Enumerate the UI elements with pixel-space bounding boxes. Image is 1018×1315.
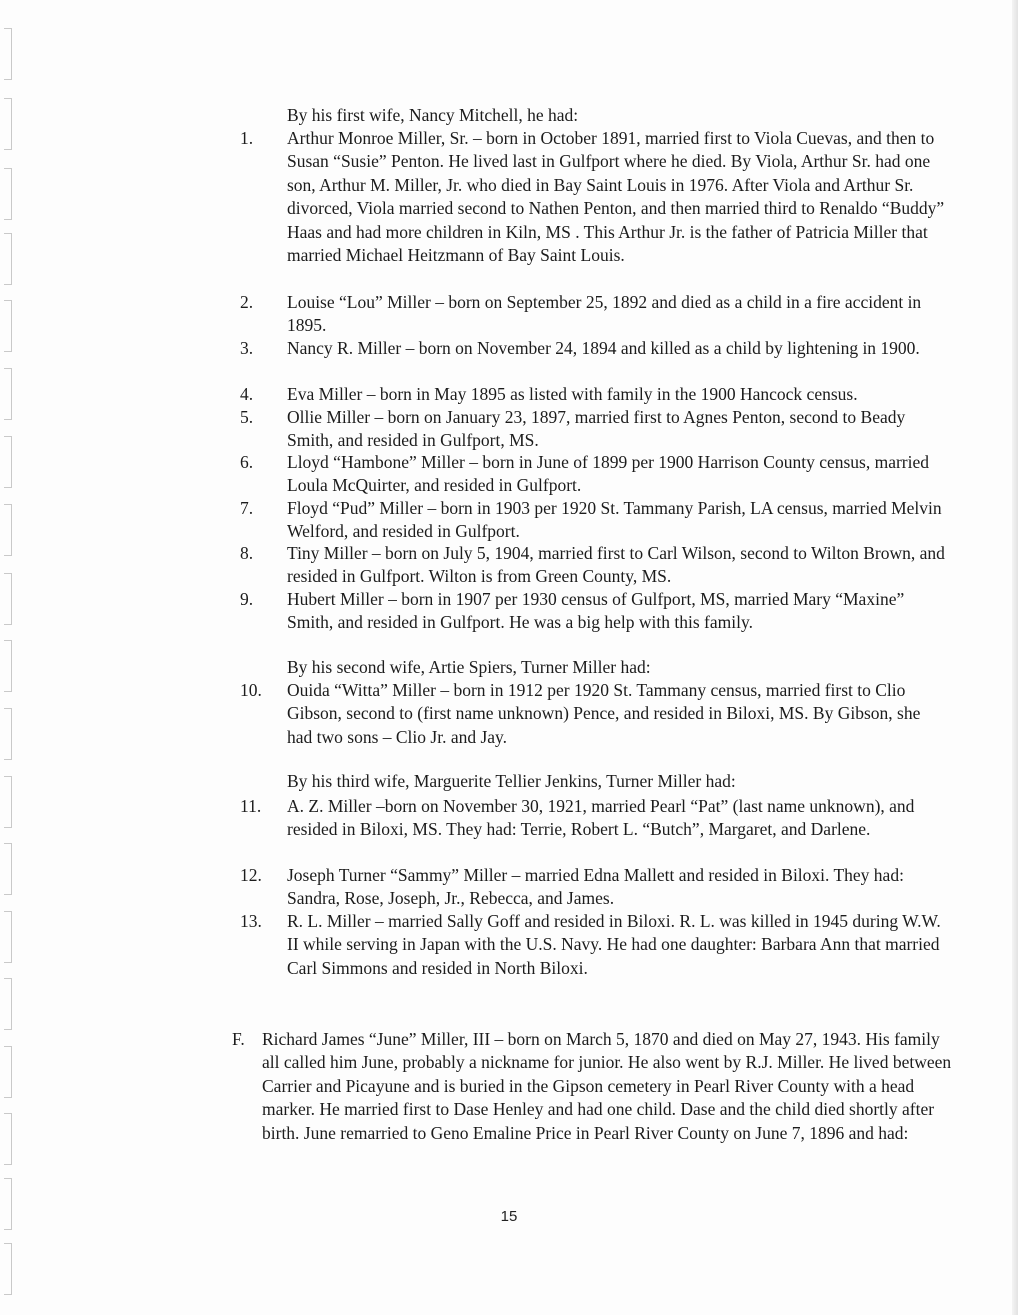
list-item bbox=[240, 291, 950, 338]
item-number: 8. bbox=[240, 543, 254, 563]
item-number: 7. bbox=[240, 498, 254, 518]
item-text: A. Z. Miller –born on November 30, 1921, married Pearl “Pat” (last name unknown), and resided in Biloxi, MS. They had: Terrie, Robert L. “Butch”, Margaret, and Darlene. bbox=[287, 796, 915, 840]
intro-third-wife: By his third wife, Marguerite Tellier Jenkins, Turner Miller had: bbox=[287, 771, 736, 791]
item-text: Ollie Miller – born on January 23, 1897, married first to Agnes Penton, second to Beady Smith, and resided in Gulfport, MS. bbox=[287, 407, 906, 451]
section-f bbox=[232, 1028, 952, 1145]
item-number: 1. bbox=[240, 128, 254, 148]
item-number: 13. bbox=[240, 911, 262, 931]
page-number: 15 bbox=[500, 1208, 518, 1225]
item-number: 4. bbox=[240, 384, 254, 404]
section-label: F. bbox=[232, 1029, 245, 1049]
list-item bbox=[240, 864, 950, 911]
item-text: Tiny Miller – born on July 5, 1904, married first to Carl Wilson, second to Wilton Brown, and resided in Gulfport. Wilton is from Green County, MS. bbox=[287, 543, 945, 587]
list-item bbox=[240, 542, 950, 589]
list-item bbox=[240, 451, 950, 498]
item-text: R. L. Miller – married Sally Goff and resided in Biloxi. R. L. was killed in 1945 during W.W. II while serving in Japan with the U.S. Navy. He had one daughter: Barbara Ann that married Carl Simmons and resided in North Biloxi. bbox=[287, 911, 941, 978]
intro-first-wife: By his first wife, Nancy Mitchell, he had: bbox=[287, 105, 579, 125]
list-item bbox=[240, 497, 950, 544]
item-number: 9. bbox=[240, 589, 254, 609]
item-text: Eva Miller – born in May 1895 as listed with family in the 1900 Hancock census. bbox=[287, 384, 858, 404]
item-number: 12. bbox=[240, 865, 262, 885]
item-text: Hubert Miller – born in 1907 per 1930 census of Gulfport, MS, married Mary “Maxine” Smith, and resided in Gulfport. He was a big help with this family. bbox=[287, 589, 905, 633]
item-number: 3. bbox=[240, 338, 254, 358]
item-text: Arthur Monroe Miller, Sr. – born in October 1891, married first to Viola Cuevas, and then to Susan “Susie” Penton. He lived last in Gulfport where he died. By Viola, Arthur Sr. had one son, Arthur M. Miller, Jr. who died in Bay Saint Louis in 1976. After Viola and Arthur Sr. divorced, Viola married second to Nathen Penton, and then married third to Renaldo “Buddy” Haas and had more children in Kiln, MS . This Arthur Jr. is the father of Patricia Miller that married Michael Heitzmann of Bay Saint Louis. bbox=[287, 128, 945, 266]
list-item bbox=[240, 127, 950, 267]
list-item bbox=[240, 588, 950, 635]
list-item bbox=[240, 406, 950, 453]
item-text: Nancy R. Miller – born on November 24, 1894 and killed as a child by lightening in 1900. bbox=[287, 338, 920, 358]
item-text: Ouida “Witta” Miller – born in 1912 per 1920 St. Tammany census, married first to Clio Gibson, second to (first name unknown) Pence, and resided in Biloxi, MS. By Gibson, she had two sons – Clio Jr. and Jay. bbox=[287, 680, 921, 747]
item-number: 10. bbox=[240, 680, 262, 700]
list-item bbox=[240, 679, 950, 749]
item-number: 5. bbox=[240, 407, 254, 427]
section-text: Richard James “June” Miller, III – born on March 5, 1870 and died on May 27, 1943. His family all called him June, probably a nickname for junior. He also went by R.J. Miller. He lived between Carrier and Picayune and is buried in the Gipson cemetery in Pearl River County with a head marker. He married first to Dase Henley and had one child. Dase and the child died shortly after birth. June remarried to Geno Emaline Price in Pearl River County on June 7, 1896 and had: bbox=[262, 1029, 952, 1143]
list-item bbox=[240, 337, 950, 360]
item-number: 2. bbox=[240, 292, 254, 312]
list-item bbox=[240, 795, 950, 842]
item-number: 11. bbox=[240, 796, 262, 816]
list-item bbox=[240, 383, 950, 406]
intro-second-wife: By his second wife, Artie Spiers, Turner Miller had: bbox=[287, 657, 651, 677]
list-item bbox=[240, 910, 950, 980]
item-text: Lloyd “Hambone” Miller – born in June of 1899 per 1900 Harrison County census, married Loula McQuirter, and resided in Gulfport. bbox=[287, 452, 930, 496]
item-text: Joseph Turner “Sammy” Miller – married Edna Mallett and resided in Biloxi. They had: Sandra, Rose, Joseph, Jr., Rebecca, and James. bbox=[287, 865, 904, 909]
item-text: Louise “Lou” Miller – born on September 25, 1892 and died as a child in a fire accident in 1895. bbox=[287, 292, 922, 336]
item-number: 6. bbox=[240, 452, 254, 472]
item-text: Floyd “Pud” Miller – born in 1903 per 1920 St. Tammany Parish, LA census, married Melvin Welford, and resided in Gulfport. bbox=[287, 498, 942, 542]
